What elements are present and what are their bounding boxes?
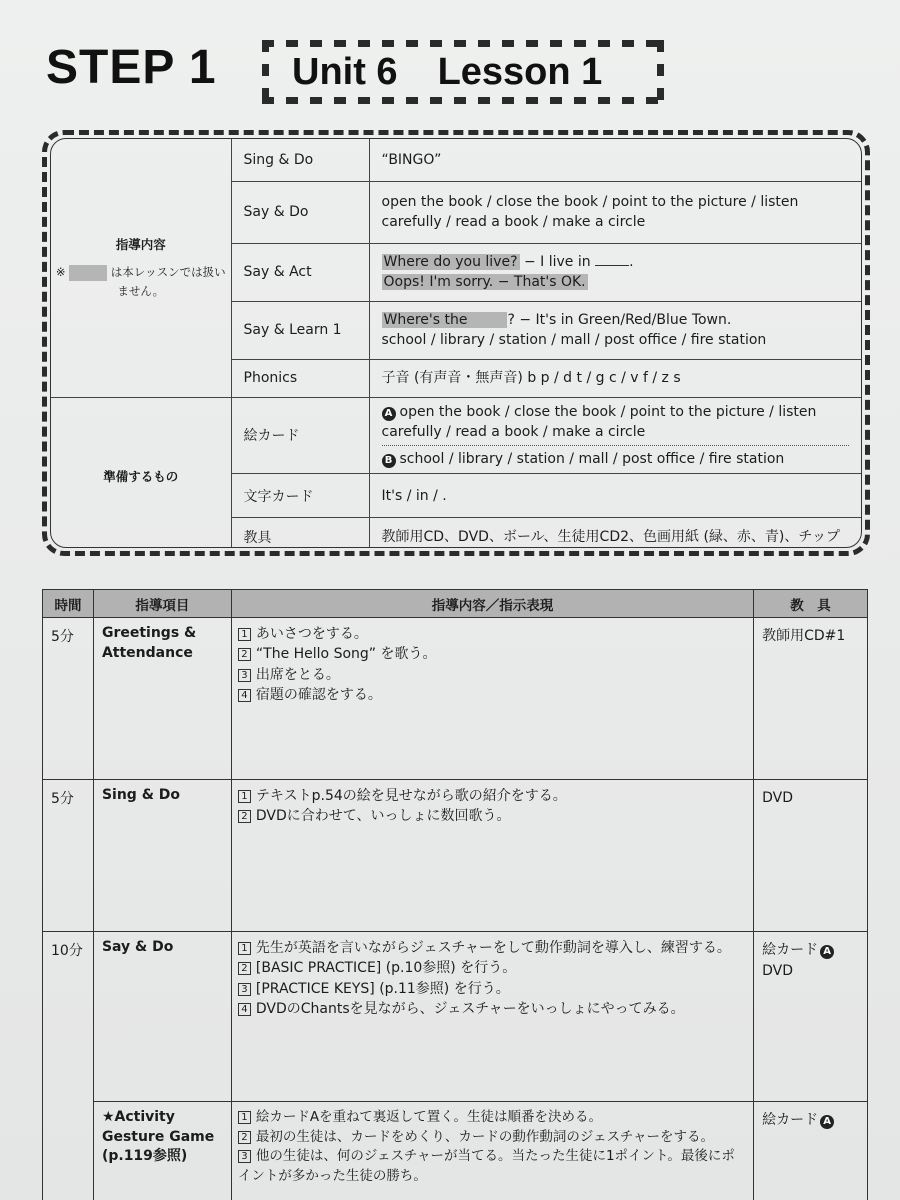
row-materials-value: 教師用CD、DVD、ボール、生徒用CD2、色画用紙 (緑、赤、青)、チップ: [369, 518, 861, 548]
table-row: ★Activity Gesture Game (p.119参照) 1 絵カードAを重ねて裏返して置く。生徒は順番を決める。 2 最初の生徒は、カードをめくり、カードの動作動詞のジェスチャーをする。 3 他の生徒は、何のジェスチャーが当てる。当たった生徒に1ポイント。最後にポイントが多かった生徒の勝ち。 絵カード A: [43, 1102, 868, 1200]
row-picture-cards-label: 絵カード: [231, 397, 369, 474]
step-title: STEP 1: [46, 41, 217, 94]
row-say-learn-value: Where's the ? − It's in Green/Red/Blue Town. school / library / station / mall / post office / fire station: [369, 301, 861, 359]
unit-lesson-box: [262, 40, 664, 104]
row-picture-cards-value: A open the book / close the book / point to the picture / listen carefully / read a book / make a circle B school / library / station / mall / post office / fire station: [369, 397, 861, 474]
row-materials-label: 教具: [231, 518, 369, 548]
lesson-info-table: [50, 138, 862, 548]
table-row: 10分 Say & Do 1 先生が英語を言いながらジェスチャーをして動作動詞を導入し、練習する。 2 [BASIC PRACTICE] (p.10参照) を行う。 3 [PRACTICE KEYS] (p.11参照) を行う。 4 DVDのChantsを見ながら、ジェスチャーをいっしょにやってみる。 絵カード A DVD: [43, 932, 868, 1102]
unit-label: Unit 6: [292, 50, 398, 93]
highlight-legend-swatch: [69, 265, 107, 281]
category-instruction: 指導内容 ※ は本レッスンでは扱いません。: [51, 139, 231, 397]
mark-a-icon: A: [820, 1115, 834, 1129]
row-say-act-label: Say & Act: [231, 243, 369, 301]
table-row: 5分 Sing & Do 1 テキストp.54の絵を見せながら歌の紹介をする。 2 DVDに合わせて、いっしょに数回歌う。 DVD: [43, 780, 868, 932]
row-sing-do-value: “BINGO”: [369, 139, 861, 181]
row-phonics-label: Phonics: [231, 359, 369, 397]
lesson-label: Lesson 1: [437, 50, 603, 93]
lesson-info-frame: [42, 130, 870, 556]
header-materials: 教 具: [754, 590, 868, 618]
lesson-plan-table: [42, 589, 868, 1200]
category-preparation: 準備するもの: [51, 397, 231, 548]
row-sing-do-label: Sing & Do: [231, 139, 369, 181]
row-say-act-value: Where do you live? − I live in . Oops! I'm sorry. − That's OK.: [369, 243, 861, 301]
row-say-do-value: open the book / close the book / point to the picture / listen carefully / read a book / make a circle: [369, 181, 861, 243]
table-row: 5分 Greetings & Attendance 1 あいさつをする。 2 “The Hello Song” を歌う。 3 出席をとる。 4 宿題の確認をする。 教師用CD#1: [43, 618, 868, 780]
mark-b-icon: B: [382, 454, 396, 468]
category-note: ※ は本レッスンでは扱いません。: [55, 265, 226, 298]
row-word-cards-value: It's / in / .: [369, 474, 861, 518]
mark-a-icon: A: [382, 407, 396, 421]
row-word-cards-label: 文字カード: [231, 474, 369, 518]
mark-a-icon: A: [820, 945, 834, 959]
header-item: 指導項目: [93, 590, 231, 618]
row-say-learn-label: Say & Learn 1: [231, 301, 369, 359]
header-content: 指導内容／指示表現: [231, 590, 753, 618]
row-say-do-label: Say & Do: [231, 181, 369, 243]
header-time: 時間: [43, 590, 94, 618]
row-phonics-value: 子音 (有声音・無声音) b p / d t / g c / v f / z s: [369, 359, 861, 397]
